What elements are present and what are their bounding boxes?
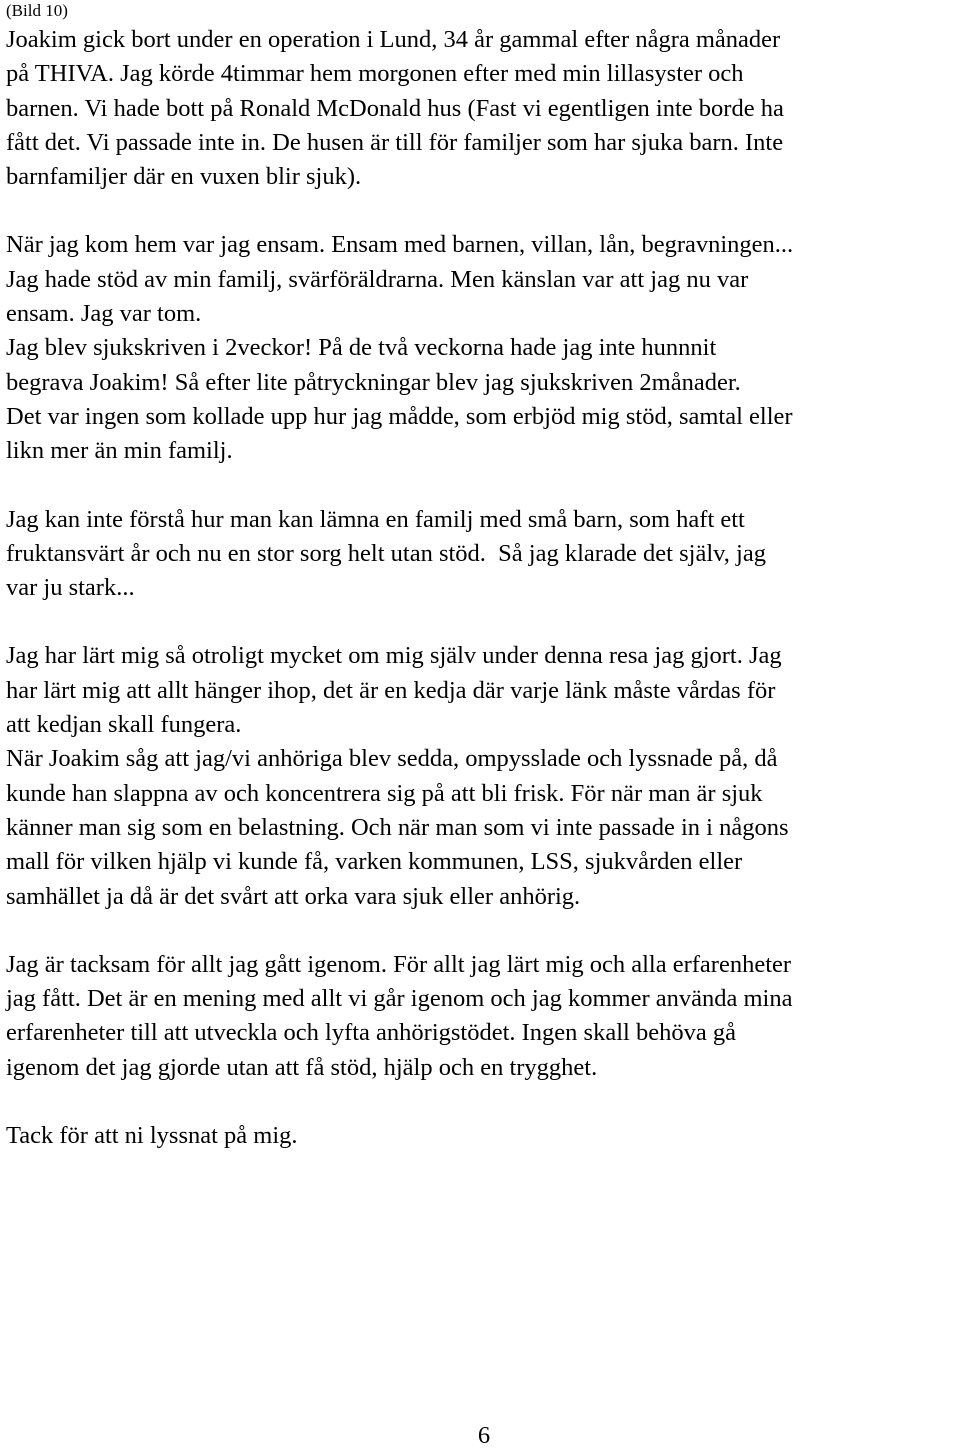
paragraph-gap	[6, 605, 956, 639]
paragraph	[6, 639, 956, 913]
paragraph-gap	[6, 1085, 956, 1119]
text-line: har lärt mig att allt hänger ihop, det är en kedja där varje länk måste vårdas för	[6, 676, 776, 704]
text-line: När Joakim såg att jag/vi anhöriga blev sedda, ompysslade och lyssnade på, då	[6, 745, 778, 773]
text-line: När jag kom hem var jag ensam. Ensam med barnen, villan, lån, begravningen...	[6, 231, 794, 259]
paragraph	[6, 1119, 956, 1153]
text-line: på THIVA. Jag körde 4timmar hem morgonen efter med min lillasyster och	[6, 60, 744, 88]
text-line: Jag är tacksam för allt jag gått igenom. För allt jag lärt mig och alla erfarenheter	[6, 950, 792, 978]
document-page	[6, 0, 956, 1153]
paragraph	[6, 23, 956, 194]
text-line: känner man sig som en belastning. Och när man som vi inte passade in i någons	[6, 813, 789, 841]
paragraph	[6, 948, 956, 1085]
paragraph	[6, 228, 956, 468]
text-line: barnen. Vi hade bott på Ronald McDonald hus (Fast vi egentligen inte borde ha	[6, 94, 784, 122]
text-line: Tack för att ni lyssnat på mig.	[6, 1122, 298, 1150]
text-line: var ju stark...	[6, 574, 135, 602]
text-line: likn mer än min familj.	[6, 437, 233, 465]
text-line: barnfamiljer där en vuxen blir sjuk).	[6, 163, 362, 191]
text-line: begrava Joakim! Så efter lite påtryckningar blev jag sjukskriven 2månader.	[6, 368, 741, 396]
text-line: igenom det jag gjorde utan att få stöd, hjälp och en trygghet.	[6, 1053, 598, 1081]
paragraph	[6, 503, 956, 606]
text-line: fått det. Vi passade inte in. De husen är till för familjer som har sjuka barn. Inte	[6, 128, 784, 156]
text-line: att kedjan skall fungera.	[6, 711, 242, 739]
text-line: samhället ja då är det svårt att orka vara sjuk eller anhörig.	[6, 882, 581, 910]
text-line: fruktansvärt år och nu en stor sorg helt utan stöd. Så jag klarade det själv, jag	[6, 539, 766, 567]
text-line: mall för vilken hjälp vi kunde få, varken kommunen, LSS, sjukvården eller	[6, 848, 743, 876]
body-text	[6, 23, 956, 1153]
text-line: Jag kan inte förstå hur man kan lämna en familj med små barn, som haft ett	[6, 505, 745, 533]
text-line: Det var ingen som kollade upp hur jag mådde, som erbjöd mig stöd, samtal eller	[6, 402, 793, 430]
text-line: Jag blev sjukskriven i 2veckor! På de två veckorna hade jag inte hunnnit	[6, 334, 717, 362]
page-number: 6	[477, 1422, 491, 1449]
paragraph-gap	[6, 469, 956, 503]
text-line: kunde han slappna av och koncentrera sig på att bli frisk. För när man är sjuk	[6, 779, 763, 807]
image-caption: (Bild 10)	[6, 1, 68, 20]
text-line: Joakim gick bort under en operation i Lund, 34 år gammal efter några månader	[6, 26, 781, 53]
paragraph-gap	[6, 194, 956, 228]
text-line: Jag hade stöd av min familj, svärföräldrarna. Men känslan var att jag nu var	[6, 265, 749, 293]
text-line: jag fått. Det är en mening med allt vi går igenom och jag kommer använda mina	[6, 985, 793, 1013]
paragraph-gap	[6, 914, 956, 948]
text-line: erfarenheter till att utveckla och lyfta anhörigstödet. Ingen skall behöva gå	[6, 1019, 736, 1047]
text-line: ensam. Jag var tom.	[6, 300, 202, 328]
text-line: Jag har lärt mig så otroligt mycket om mig själv under denna resa jag gjort. Jag	[6, 642, 782, 670]
